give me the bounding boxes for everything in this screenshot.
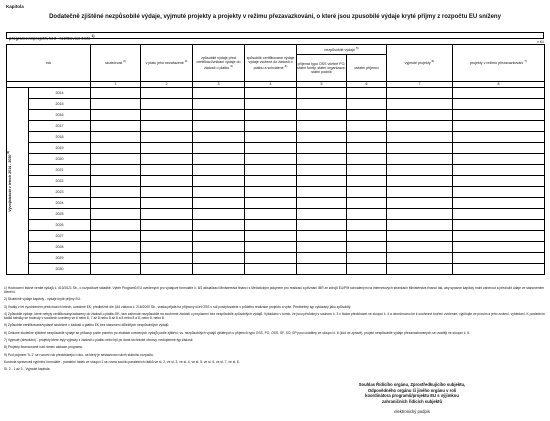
value-cell[interactable]: [387, 88, 453, 99]
footnote: 4) Způsobilé výdaje, které nebyly certifikovány/zařazeny do žádosti o platbu EK, tam zahrnuté nezpůsobilé na souhrnné žádosti o proplacení bez nezpůsobilé způsobilých výdajů. Vyžádáno v tomto, že jsou příslušný v souboru č. 3 v řádce předcházet ve sloupci č. 4 a ukončováno ke k souhrnné tvoření zvolením, vyplňujte ve prosím a jeho zvolení, vyhledaní. K posledním řádků tabulky se hodnoty v součtech uvedeny ve 6 nebo 6, 7 až 8 nebo 8 až 8 a 8 nebo 8 a 8, nebo 8, nebo 8.: [4, 312, 545, 321]
value-cell[interactable]: [387, 253, 453, 264]
value-cell[interactable]: [91, 176, 141, 187]
value-cell[interactable]: [141, 231, 193, 242]
value-cell[interactable]: [91, 209, 141, 220]
value-cell[interactable]: [453, 264, 545, 275]
value-cell[interactable]: [453, 209, 545, 220]
value-cell[interactable]: [141, 253, 193, 264]
value-cell[interactable]: [453, 143, 545, 154]
value-cell[interactable]: [245, 264, 297, 275]
value-cell[interactable]: [453, 198, 545, 209]
year-cell: 2028: [29, 242, 91, 253]
value-cell[interactable]: [453, 176, 545, 187]
value-cell[interactable]: [193, 121, 245, 132]
header-prijemce-oss: příjemci typu OSS včetně PO, státní fondy, státní organizace, státní podnik: [297, 55, 347, 82]
value-cell[interactable]: [141, 198, 193, 209]
table-row: [7, 143, 545, 154]
year-cell: 2027: [29, 231, 91, 242]
value-cell[interactable]: [297, 220, 347, 231]
value-cell[interactable]: [387, 154, 453, 165]
value-cell[interactable]: [387, 121, 453, 132]
table-row: [7, 242, 545, 253]
table-row: [7, 176, 545, 187]
value-cell[interactable]: [297, 176, 347, 187]
value-cell[interactable]: [387, 264, 453, 275]
header-ostatni: ostatní příjemci: [347, 55, 387, 82]
signature-line: Souhlas Řídícího orgánu, Zprostředkujícího subjektu,: [358, 382, 466, 387]
table-row: [7, 154, 545, 165]
value-cell[interactable]: [347, 99, 387, 110]
year-cell: 2025: [29, 209, 91, 220]
value-cell[interactable]: [245, 143, 297, 154]
program-label: programové/projekt, kód - rozlišovací číslo $^{1)}$: [9, 33, 95, 40]
value-cell[interactable]: [193, 132, 245, 143]
header-zpusobile-cert: způsobilé certifikované výdaje výdaje vložené do žádosti o platbu a schválené $^{4)}$: [245, 45, 297, 82]
value-cell[interactable]: [347, 154, 387, 165]
side-label: Vývoj/období v letech 2014 - 2030 $^{8)}$: [6, 150, 13, 212]
value-cell[interactable]: [91, 110, 141, 121]
side-label-cell: [7, 88, 29, 275]
table-row: [7, 264, 545, 275]
footnote: 7) Vyjmuté (absolutní) - projekty které byly vyjmuty z žádosti o platbu nebo byl po dané technické obnovy, nedoplněné typ žádosti.: [4, 338, 194, 342]
year-cell: 2014: [29, 88, 91, 99]
column-number: 4: [245, 82, 297, 88]
column-number: 7: [387, 82, 453, 88]
header-zpusobile: způsobilé výdaje před certifikací/vnikání výdaje do žádosti o platbu $^{3)}$: [193, 45, 245, 82]
value-cell[interactable]: [453, 253, 545, 264]
table-row: [7, 220, 545, 231]
year-cell: 2015: [29, 99, 91, 110]
value-cell[interactable]: [91, 231, 141, 242]
value-cell[interactable]: [141, 165, 193, 176]
value-cell[interactable]: [91, 264, 141, 275]
value-cell[interactable]: [141, 110, 193, 121]
program-footnote-ref: 1): [91, 33, 95, 38]
value-cell[interactable]: [453, 110, 545, 121]
value-cell[interactable]: [453, 99, 545, 110]
value-cell[interactable]: [245, 88, 297, 99]
value-cell[interactable]: [91, 154, 141, 165]
value-cell[interactable]: [387, 110, 453, 121]
value-cell[interactable]: [141, 242, 193, 253]
value-cell[interactable]: [453, 88, 545, 99]
value-cell[interactable]: [193, 110, 245, 121]
footnote: 3) Vratky z let vyzdrženém předchozích letech, uvedené EK; předběžně dle §44 zákona č. 218/2000 Sb., vratka přijatá na příjmový účet OSS v roli poskytovatele v průběhu realizace projektu a výše. Předběžný typ vykázaný jako způsobilý.: [4, 304, 352, 309]
column-number: 5: [297, 82, 347, 88]
value-cell[interactable]: [453, 154, 545, 165]
value-cell[interactable]: [245, 99, 297, 110]
value-cell[interactable]: [91, 121, 141, 132]
value-cell[interactable]: [245, 253, 297, 264]
header-rok: rok: [7, 45, 91, 82]
value-cell[interactable]: [347, 187, 387, 198]
header-vyjmute: vyjmuté projekty $^{6)}$: [387, 45, 453, 82]
value-cell[interactable]: [297, 121, 347, 132]
value-cell[interactable]: [387, 176, 453, 187]
footnote: 1) Hodnocení tiskné verdie výdajů č. 410/2021 Sb., o rozpočtové skladbě. Výběr Programů EU uvedených pro výdajové formuláře č. 8/2 aktualizaci Ministerstva financí s Metodickým pokynem pro realizaci a přiznání IBR ze zdrojů EU/PM schváleným na internetových stránkách Ministerstva financí tak, aby správce kapitoly mohl zahrnout a předložit údaje ve stanoveném členění.: [4, 286, 545, 295]
value-cell[interactable]: [347, 132, 387, 143]
column-number: 2: [141, 82, 193, 88]
value-cell[interactable]: [193, 88, 245, 99]
value-cell[interactable]: [193, 264, 245, 275]
footnote: Sl. 2 - 1 až 3 - Vyjmuté kapitola.: [4, 367, 51, 372]
value-cell[interactable]: [245, 110, 297, 121]
value-cell[interactable]: [297, 88, 347, 99]
value-cell[interactable]: [387, 165, 453, 176]
year-cell: 2026: [29, 220, 91, 231]
value-cell[interactable]: [453, 231, 545, 242]
value-cell[interactable]: [91, 187, 141, 198]
value-cell[interactable]: [91, 88, 141, 99]
value-cell[interactable]: [193, 165, 245, 176]
value-cell[interactable]: [245, 121, 297, 132]
table-row: [7, 165, 545, 176]
value-cell[interactable]: [297, 253, 347, 264]
value-cell[interactable]: [141, 264, 193, 275]
value-cell[interactable]: [193, 253, 245, 264]
value-cell[interactable]: [347, 209, 387, 220]
value-cell[interactable]: [141, 209, 193, 220]
value-cell[interactable]: [387, 220, 453, 231]
value-cell[interactable]: [387, 209, 453, 220]
column-number: 8: [453, 82, 545, 88]
header-nezpusobile-group: nezpůsobilé výdaje $^{5)}$: [297, 45, 387, 55]
value-cell[interactable]: [245, 165, 297, 176]
value-cell[interactable]: [141, 143, 193, 154]
value-cell[interactable]: [297, 198, 347, 209]
value-cell[interactable]: [387, 198, 453, 209]
year-cell: 2017: [29, 121, 91, 132]
year-cell: 2030: [29, 264, 91, 275]
value-cell[interactable]: [193, 209, 245, 220]
table-row: [7, 99, 545, 110]
table-row: [7, 187, 545, 198]
value-cell[interactable]: [297, 264, 347, 275]
value-cell[interactable]: [193, 154, 245, 165]
year-cell: 2022: [29, 176, 91, 187]
year-cell: 2024: [29, 198, 91, 209]
value-cell[interactable]: [193, 198, 245, 209]
value-cell[interactable]: [347, 88, 387, 99]
value-cell[interactable]: [91, 99, 141, 110]
value-cell[interactable]: [193, 220, 245, 231]
value-cell[interactable]: [297, 110, 347, 121]
value-cell[interactable]: [245, 176, 297, 187]
footnote: 8) Projekty financované nad rámec alokace programu.: [4, 345, 84, 350]
value-cell[interactable]: [347, 121, 387, 132]
footnotes: [4, 286, 546, 374]
table-row: [7, 231, 545, 242]
signature-line: koordinátora programů/projektu EU s výjimkou: [365, 393, 459, 399]
value-cell[interactable]: [141, 121, 193, 132]
value-cell[interactable]: [347, 143, 387, 154]
value-cell[interactable]: [387, 99, 453, 110]
signature-line: Odpovědného orgánu či jiného orgánu v roli: [367, 387, 457, 393]
page-label: Kapitola: [6, 4, 24, 9]
value-cell[interactable]: [297, 231, 347, 242]
value-cell[interactable]: [245, 231, 297, 242]
value-cell[interactable]: [387, 242, 453, 253]
value-cell[interactable]: [347, 220, 387, 231]
value-cell[interactable]: [347, 110, 387, 121]
value-cell[interactable]: [245, 198, 297, 209]
value-cell[interactable]: [347, 165, 387, 176]
page-title: Dodatečně zjištěné nezpůsobilé výdaje, vyjmuté projekty a projekty v režimu přezavazkování, o které jsou zpusobilé výdaje kryté příjmy z rozpočtu EU sníženy: [49, 14, 501, 20]
year-cell: 2018: [29, 132, 91, 143]
year-cell: 2019: [29, 143, 91, 154]
value-cell[interactable]: [297, 143, 347, 154]
value-cell[interactable]: [347, 253, 387, 264]
value-cell[interactable]: [245, 187, 297, 198]
value-cell[interactable]: [297, 165, 347, 176]
year-cell: 2016: [29, 110, 91, 121]
value-cell[interactable]: [453, 132, 545, 143]
header-skutecnost: skutečnost $^{2)}$: [91, 45, 141, 82]
value-cell[interactable]: [193, 143, 245, 154]
value-cell[interactable]: [193, 99, 245, 110]
electronic-signature-label: elektronický podpis: [394, 408, 430, 414]
value-cell[interactable]: [141, 88, 193, 99]
value-cell[interactable]: [347, 198, 387, 209]
signature-block: [312, 382, 512, 414]
table-row: [7, 209, 545, 220]
value-cell[interactable]: [297, 187, 347, 198]
value-cell[interactable]: [91, 220, 141, 231]
value-cell[interactable]: [91, 165, 141, 176]
table-row: [7, 110, 545, 121]
value-cell[interactable]: [193, 187, 245, 198]
table-row: [7, 88, 545, 99]
value-cell[interactable]: [453, 121, 545, 132]
value-cell[interactable]: [141, 154, 193, 165]
value-cell[interactable]: [347, 231, 387, 242]
currency-unit: v Kč: [537, 40, 544, 44]
value-cell[interactable]: [453, 242, 545, 253]
footnote: Kontrola správnosti vyplnění formuláře - paralelní řádek ve sloupci 1 se rovná součtu paralelních řádků ve sl. 2, ve sl. 3, ve sl. 4, ve sl. 5, ve sl. 6, ve sl. 7, ve sl. 8.: [4, 359, 240, 364]
value-cell[interactable]: [193, 242, 245, 253]
value-cell[interactable]: [387, 132, 453, 143]
table-row: [7, 121, 545, 132]
year-cell: 2029: [29, 253, 91, 264]
value-cell[interactable]: [245, 220, 297, 231]
value-cell[interactable]: [387, 187, 453, 198]
footnote: 2) Skutečně výdaje kapitoly - výdaje kryté příjmy EU.: [4, 297, 81, 302]
value-cell[interactable]: [245, 209, 297, 220]
value-cell[interactable]: [91, 143, 141, 154]
signature-line: zahraničních řídících subjektů: [381, 399, 443, 405]
column-number: 6: [347, 82, 387, 88]
value-cell[interactable]: [91, 198, 141, 209]
value-cell[interactable]: [347, 176, 387, 187]
footnote: 9) Pod pojmem "k-1" se rozumí rok předcházející roku, na který je sestavován návrh státního rozpočtu.: [4, 352, 154, 357]
value-cell[interactable]: [297, 132, 347, 143]
year-cell: 2023: [29, 187, 91, 198]
value-cell[interactable]: [245, 154, 297, 165]
value-cell[interactable]: [91, 242, 141, 253]
value-cell[interactable]: [297, 154, 347, 165]
header-v-platu: v platu jeho nezařazené $^{3)}$: [141, 45, 193, 82]
value-cell[interactable]: [193, 176, 245, 187]
value-cell[interactable]: [297, 209, 347, 220]
value-cell[interactable]: [141, 220, 193, 231]
footnote: 5) Způsobilé certifikované/vydané skutečné v žádosti o platbu EK bez stanovení důležitých nezpůsobilých výdajů.: [4, 323, 170, 328]
expenditure-table: [6, 44, 545, 275]
value-cell[interactable]: [297, 99, 347, 110]
value-cell[interactable]: [453, 220, 545, 231]
value-cell[interactable]: [141, 132, 193, 143]
header-prezavazkovani: projekty v režimu přezavazkování $^{7)}$: [453, 45, 545, 82]
value-cell[interactable]: [245, 132, 297, 143]
value-cell[interactable]: [347, 242, 387, 253]
table-row: [7, 132, 545, 143]
column-number: 1: [91, 82, 141, 88]
value-cell[interactable]: [193, 231, 245, 242]
value-cell[interactable]: [245, 242, 297, 253]
value-cell[interactable]: [91, 253, 141, 264]
value-cell[interactable]: [141, 187, 193, 198]
column-number: 3: [193, 82, 245, 88]
value-cell[interactable]: [387, 231, 453, 242]
value-cell[interactable]: [297, 242, 347, 253]
table-row: [7, 198, 545, 209]
value-cell[interactable]: [91, 132, 141, 143]
value-cell[interactable]: [141, 99, 193, 110]
footnote: 6) Celkové skutečné zjištěné nezpůsobilé výdaje se přiřazují podle poměru po ztrátách uvedených výdajů podle zjištění; vs. nezpůsobilých výdajů zjištěných u příjemců typu OSS, PO, OSS, SF, SO, SP jsou uváděny ve sloupci č. 6 (kód ve zprávě), projekt nezpůsobilé výdaje přezavazkovaných se uvádějí ve sloupci č. 6.: [4, 330, 470, 335]
value-cell[interactable]: [141, 176, 193, 187]
value-cell[interactable]: [347, 264, 387, 275]
value-cell[interactable]: [453, 187, 545, 198]
table-row: [7, 253, 545, 264]
year-cell: 2020: [29, 154, 91, 165]
value-cell[interactable]: [387, 143, 453, 154]
value-cell[interactable]: [453, 165, 545, 176]
year-cell: 2021: [29, 165, 91, 176]
program-field[interactable]: [6, 32, 544, 39]
